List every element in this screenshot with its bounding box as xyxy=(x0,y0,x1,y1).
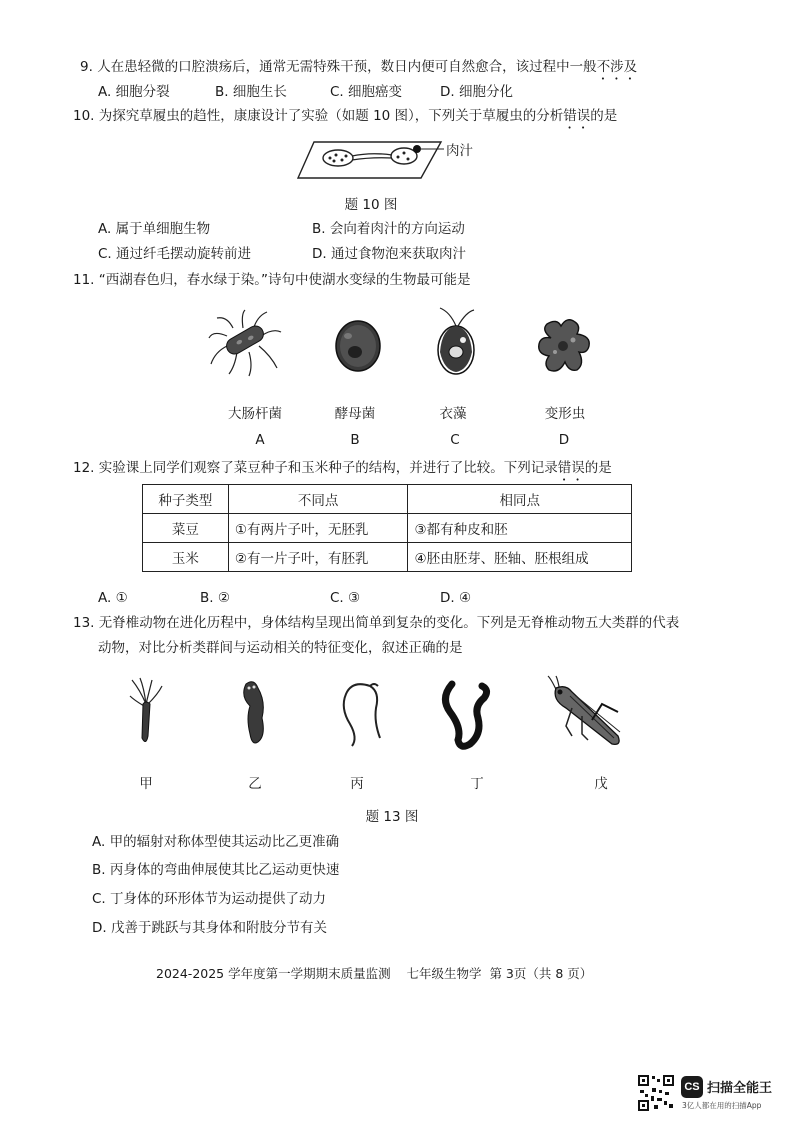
hydra-image xyxy=(126,676,166,748)
watermark-subtitle: 3亿人都在用的扫描App xyxy=(682,1101,762,1110)
chlamydomonas-image xyxy=(430,306,480,376)
q9-option-a: A. 细胞分裂 xyxy=(98,84,170,100)
table-cell: ②有一片子叶，有胚乳 xyxy=(228,543,408,572)
e-coli-image xyxy=(205,308,285,380)
organism-letter-d: D xyxy=(558,432,570,448)
table-cell: 菜豆 xyxy=(143,514,229,543)
q13-option-b: B. 丙身体的弯曲伸展使其比乙运动更快速 xyxy=(92,862,340,878)
question-text: 为探究草履虫的趋性，康康设计了实验（如题 10 图），下列关于草履虫的分析 xyxy=(98,108,564,124)
qr-code-icon xyxy=(637,1074,675,1112)
question-10-stem: 10. 为探究草履虫的趋性，康康设计了实验（如题 10 图），下列关于草履虫的分析错误的是 xyxy=(73,108,618,124)
question-9-stem xyxy=(80,58,637,83)
question-number: 9. xyxy=(80,59,93,75)
organism-name-b: 酵母菌 xyxy=(334,406,376,422)
animal-label-ding: 丁 xyxy=(470,776,484,792)
table-header: 相同点 xyxy=(408,485,632,514)
animal-label-bing: 丙 xyxy=(350,776,364,792)
q12-option-d: D. ④ xyxy=(440,590,472,606)
q12-option-a: A. ① xyxy=(98,590,128,606)
q10-option-b: B. 会向着肉汁的方向运动 xyxy=(312,221,465,237)
paramecium-slide-figure xyxy=(296,134,446,186)
yeast-image xyxy=(332,316,384,374)
table-cell: 玉米 xyxy=(143,543,229,572)
question-number: 10. xyxy=(73,108,95,124)
q13-option-c: C. 丁身体的环形体节为运动提供了动力 xyxy=(92,891,327,907)
figure-13-caption: 题 13 图 xyxy=(365,809,419,825)
camscanner-badge-icon: CS xyxy=(681,1076,703,1098)
organism-letter-b: B xyxy=(350,432,360,448)
q13-option-d: D. 戊善于跳跃与其身体和附肢分节有关 xyxy=(92,920,327,936)
table-row xyxy=(143,514,632,543)
organism-name-d: 变形虫 xyxy=(544,406,586,422)
question-text: “西湖春色归，春水绿于染。”诗句中使湖水变绿的生物最可能是 xyxy=(98,272,471,288)
q10-option-d: D. 通过食物泡来获取肉汁 xyxy=(312,246,466,262)
q10-option-c: C. 通过纤毛摆动旋转前进 xyxy=(98,246,252,262)
question-text: 实验课上同学们观察了菜豆种子和玉米种子的结构，并进行了比较。下列记录 xyxy=(98,460,558,476)
figure-10-caption: 题 10 图 xyxy=(344,197,398,213)
organism-name-a: 大肠杆菌 xyxy=(228,406,282,422)
figure-label-juice: 肉汁 xyxy=(446,143,473,159)
table-cell: ③都有种皮和胚 xyxy=(408,514,632,543)
question-number: 12. xyxy=(73,460,95,476)
animal-label-yi: 乙 xyxy=(248,776,262,792)
table-header: 种子类型 xyxy=(143,485,229,514)
question-13-stem xyxy=(73,614,679,632)
table-header: 不同点 xyxy=(228,485,408,514)
q13-option-a: A. 甲的辐射对称体型使其运动比乙更准确 xyxy=(92,834,340,850)
page-footer: 2024-2025 学年度第一学期期末质量监测 七年级生物学 第 3页（共 8 页） xyxy=(156,966,593,981)
q12-option-c: C. ③ xyxy=(330,590,361,606)
q9-option-c: C. 细胞癌变 xyxy=(330,84,403,100)
organism-name-c: 衣藻 xyxy=(439,406,467,422)
table-cell: ①有两片子叶，无胚乳 xyxy=(228,514,408,543)
table-header-row xyxy=(143,485,632,514)
earthworm-image xyxy=(438,678,494,750)
question-number: 11. xyxy=(73,272,95,288)
question-text: 人在患轻微的口腔溃疡后，通常无需特殊干预，数日内便可自然愈合，该过程中一般 xyxy=(97,59,597,75)
amoeba-image xyxy=(533,314,597,376)
q12-option-b: B. ② xyxy=(200,590,230,606)
emphasis-text: 错误 xyxy=(557,460,585,476)
question-13-stem-line2: 动物，对比分析类群间与运动相关的特征变化，叙述正确的是 xyxy=(98,640,463,656)
organism-letter-c: C xyxy=(450,432,460,448)
grasshopper-image xyxy=(542,674,626,750)
organism-letter-a: A xyxy=(255,432,265,448)
table-cell: ④胚由胚芽、胚轴、胚根组成 xyxy=(408,543,632,572)
seed-comparison-table xyxy=(142,484,632,572)
question-number: 13. xyxy=(73,615,95,631)
q9-option-b: B. 细胞生长 xyxy=(215,84,287,100)
question-11-stem xyxy=(73,271,471,289)
table-row xyxy=(143,543,632,572)
watermark-title: 扫描全能王 xyxy=(707,1081,773,1096)
question-12-stem: 12. 实验课上同学们观察了菜豆种子和玉米种子的结构，并进行了比较。下列记录错误的是 xyxy=(73,460,612,476)
question-text: 无脊椎动物在进化历程中，身体结构呈现出简单到复杂的变化。下列是无脊椎动物五大类群的代表 xyxy=(98,615,680,631)
q9-option-d: D. 细胞分化 xyxy=(440,84,513,100)
emphasis-text: 错误 xyxy=(563,108,591,124)
q10-option-a: A. 属于单细胞生物 xyxy=(98,221,211,237)
planarian-image xyxy=(236,678,272,746)
emphasis-text: 不涉及 xyxy=(596,59,638,75)
animal-label-jia: 甲 xyxy=(139,776,153,792)
roundworm-image xyxy=(330,678,386,750)
animal-label-wu: 戊 xyxy=(594,776,608,792)
